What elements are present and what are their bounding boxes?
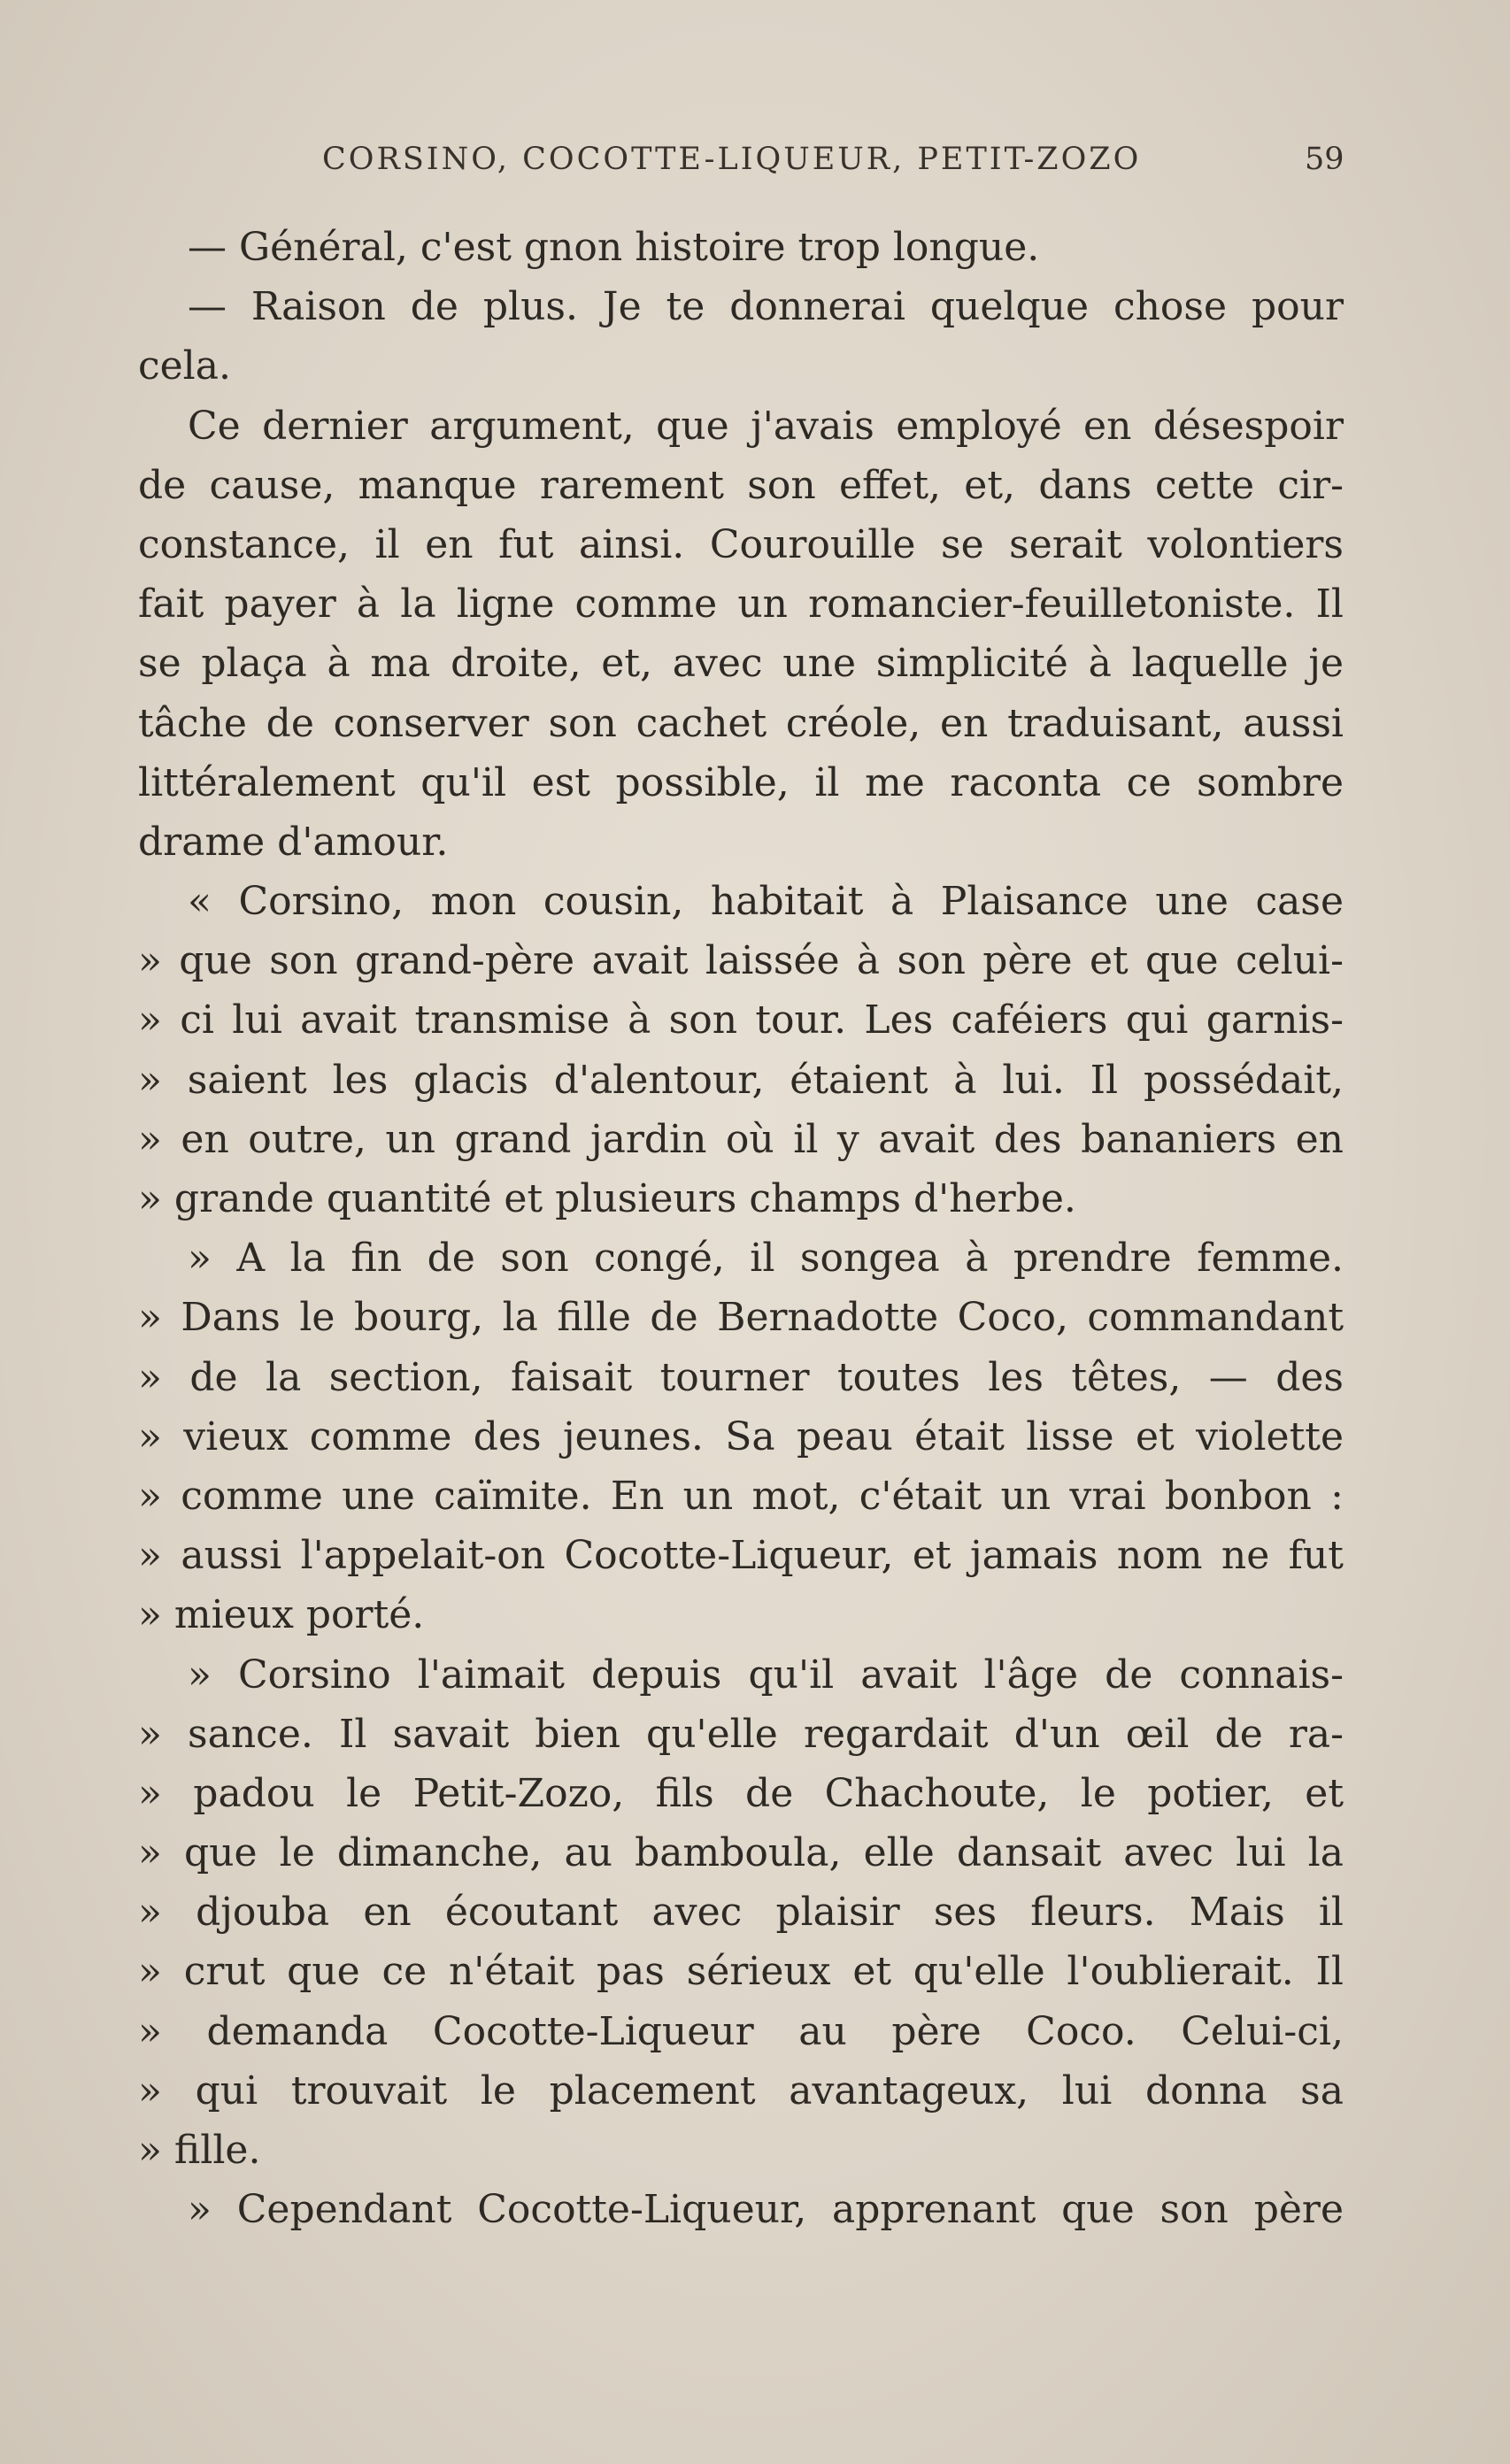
text-line (138, 574, 1344, 634)
line-text: — Raison de plus. Je te donnerai quelque chose pour (188, 284, 1344, 330)
line-text: se plaça à ma droite, et, avec une simplicité à laquelle je (138, 641, 1344, 687)
text-line (138, 812, 1344, 872)
text-line (138, 2121, 1344, 2180)
line-text: « Corsino, mon cousin, habitait à Plaisance une case (188, 879, 1344, 925)
line-text: » grande quantité et plusieurs champs d'herbe. (138, 1176, 1076, 1221)
text-line (138, 1942, 1344, 2001)
line-text: constance, il en fut ainsi. Courouille se serait volontiers (138, 521, 1344, 567)
text-line (138, 990, 1344, 1050)
line-text: » Dans le bourg, la fille de Bernadotte Coco, commandant (138, 1295, 1344, 1341)
line-text: littéralement qu'il est possible, il me raconta ce sombre (138, 759, 1344, 805)
text-line (138, 218, 1344, 277)
text-line (138, 1348, 1344, 1407)
text-line (138, 1228, 1344, 1288)
text-line (138, 1764, 1344, 1823)
line-text: » saient les glacis d'alentour, étaient à lui. Il possédait, (138, 1057, 1344, 1103)
line-text: Ce dernier argument, que j'avais employé en désespoir (188, 403, 1344, 449)
line-text: » en outre, un grand jardin où il y avait des bananiers en (138, 1116, 1344, 1162)
text-line (138, 694, 1344, 753)
text-line (138, 2002, 1344, 2061)
text-line (138, 2061, 1344, 2121)
line-text: » A la fin de son congé, il songea à prendre femme. (188, 1236, 1344, 1282)
line-text: » djouba en écoutant avec plaisir ses fleurs. Mais il (138, 1890, 1344, 1936)
line-text: » fille. (138, 2128, 261, 2173)
line-text: » crut que ce n'était pas sérieux et qu'elle l'oublierait. Il (138, 1949, 1344, 1995)
text-line (138, 515, 1344, 574)
line-text: » padou le Petit-Zozo, fils de Chachoute, le potier, et (138, 1770, 1344, 1816)
line-text: drame d'amour. (138, 819, 449, 865)
line-text: cela. (138, 343, 231, 389)
text-line (138, 872, 1344, 931)
text-line (138, 1467, 1344, 1526)
line-text: » mieux porté. (138, 1592, 425, 1638)
line-text: » comme une caïmite. En un mot, c'était un vrai bonbon : (138, 1473, 1344, 1519)
line-text: — Général, c'est gnon histoire trop longue. (188, 225, 1040, 270)
line-text: de cause, manque rarement son effet, et, dans cette cir- (138, 462, 1344, 508)
text-line (138, 753, 1344, 812)
line-text: fait payer à la ligne comme un romancier-feuilletoniste. Il (138, 581, 1344, 628)
page-number: 59 (1305, 142, 1344, 177)
text-line (138, 277, 1344, 336)
text-line (138, 634, 1344, 693)
line-text: » que le dimanche, au bamboula, elle dansait avec lui la (138, 1830, 1344, 1876)
text-line (138, 2180, 1344, 2239)
line-text: » Cependant Cocotte-Liqueur, apprenant que son père (188, 2187, 1344, 2233)
line-text: » sance. Il savait bien qu'elle regardait d'un œil de ra- (138, 1711, 1344, 1757)
text-line (138, 1883, 1344, 1942)
line-text: » aussi l'appelait-on Cocotte-Liqueur, et jamais nom ne fut (138, 1533, 1344, 1579)
text-line (138, 1585, 1344, 1644)
line-text: » Corsino l'aimait depuis qu'il avait l'âge de connais- (188, 1652, 1344, 1698)
line-text: » que son grand-père avait laissée à son père et que celui- (138, 938, 1344, 984)
text-line (138, 1169, 1344, 1228)
line-text: » ci lui avait transmise à son tour. Les caféiers qui garnis- (138, 997, 1344, 1043)
line-text: » qui trouvait le placement avantageux, lui donna sa (138, 2067, 1344, 2114)
text-line (138, 1051, 1344, 1110)
text-line (138, 456, 1344, 515)
text-line (138, 1526, 1344, 1585)
line-text: » demanda Cocotte-Liqueur au père Coco. Celui-ci, (138, 2008, 1344, 2054)
text-line (138, 1823, 1344, 1883)
line-text: tâche de conserver son cachet créole, en traduisant, aussi (138, 700, 1344, 746)
running-head: CORSINO, COCOTTE-LIQUEUR, PETIT-ZOZO (322, 142, 1142, 177)
text-line (138, 1645, 1344, 1705)
line-text: » de la section, faisait tourner toutes les têtes, — des (138, 1354, 1344, 1400)
text-line (138, 931, 1344, 990)
text-line (138, 397, 1344, 456)
text-line (138, 1110, 1344, 1169)
text-line (138, 336, 1344, 396)
line-text: » vieux comme des jeunes. Sa peau était lisse et violette (138, 1413, 1344, 1459)
body-text (138, 218, 1344, 2239)
text-line (138, 1288, 1344, 1347)
text-line (138, 1705, 1344, 1764)
text-line (138, 1407, 1344, 1467)
